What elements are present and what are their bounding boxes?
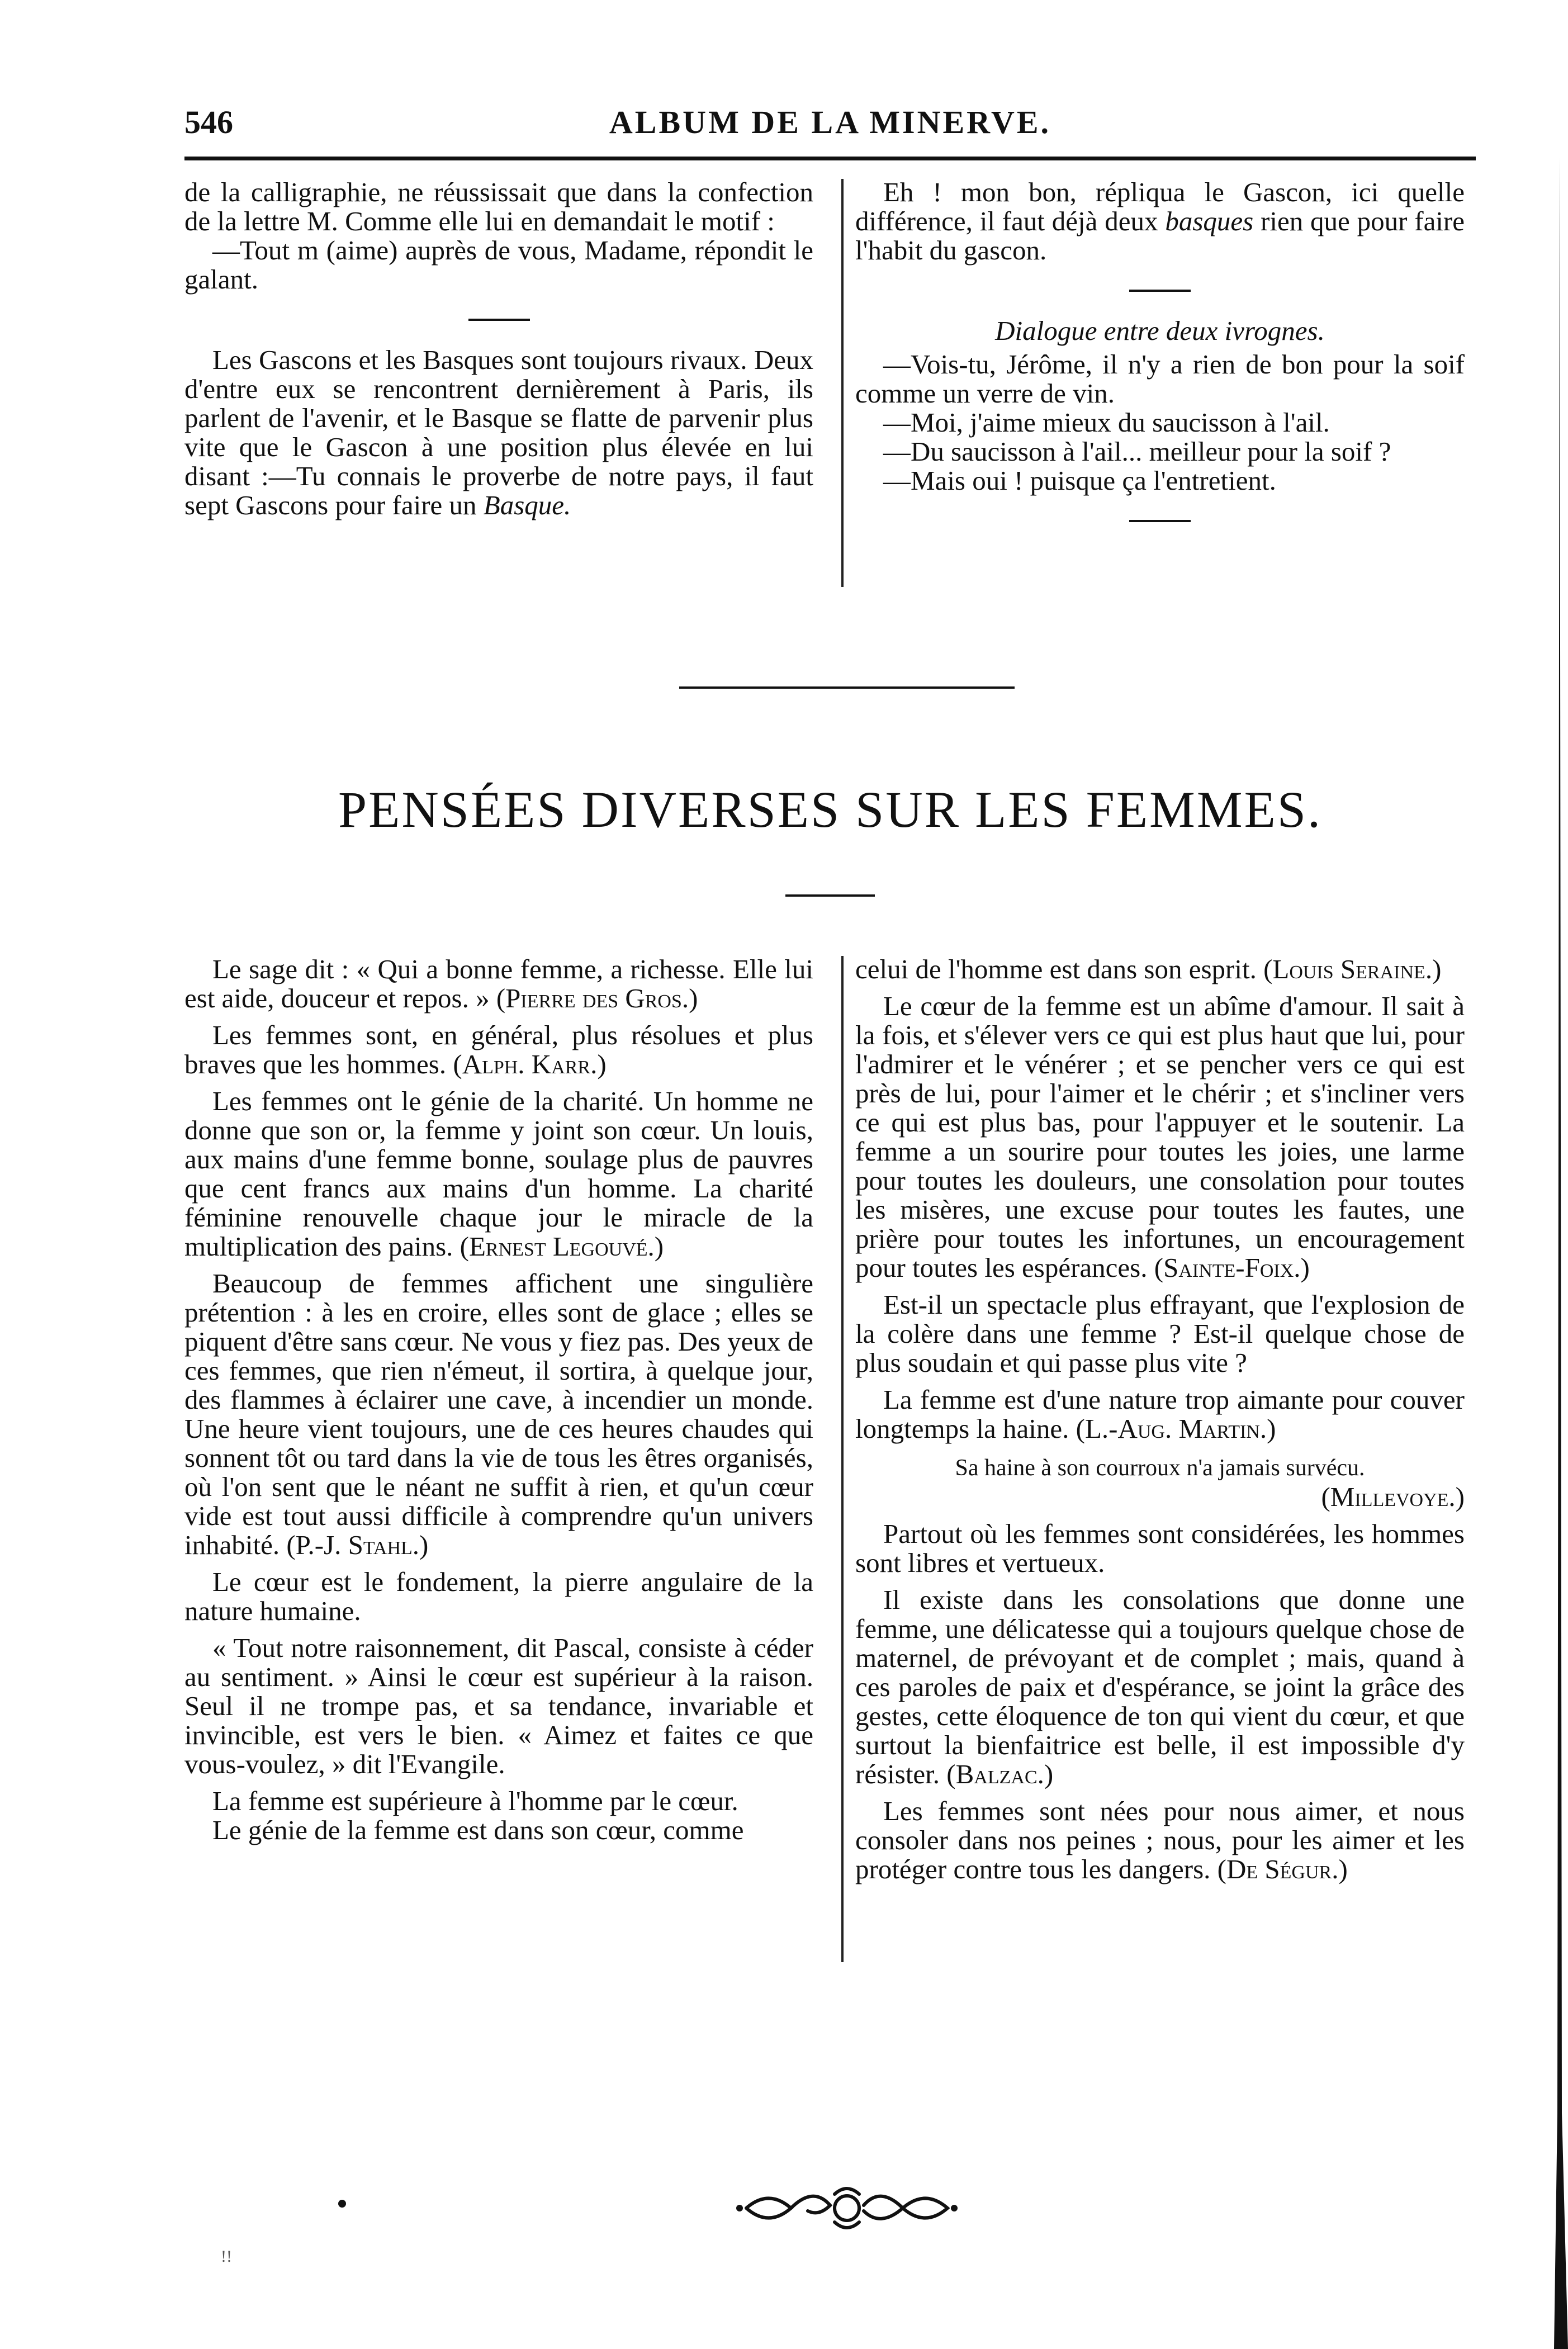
header-rule [184,157,1476,160]
ink-dot [338,2200,346,2208]
footer-mark: !! [221,2247,232,2266]
top-left-column [184,178,813,520]
verse-author: (Millevoye.) [1321,1481,1465,1512]
dialogue-line: —Vois-tu, Jérôme, il n'y a rien de bon pour la soif comme un verre de vin. [855,349,1465,409]
author-name: Ernest Legouvé [468,1231,648,1262]
paragraph-tout-m: —Tout m (aime) auprès de vous, Madame, répondit le galant. [184,235,813,295]
word-basque: Basque. [483,490,571,520]
dialogue-line: —Mais oui ! puisque ça l'entretient. [883,465,1276,496]
thought-paragraph: Le cœur est le fondement, la pierre angulaire de la nature humaine. [184,1566,813,1626]
thought-paragraph: La femme est supérieure à l'homme par le cœur. [212,1786,738,1816]
dialogue-line: —Du saucisson à l'ail... meilleur pour la soif ? [883,436,1391,467]
section-rule-top [679,686,1015,689]
word-basques: basques [1165,206,1254,236]
section-title: PENSÉES DIVERSES SUR LES FEMMES. [338,781,1322,838]
author-name: P.-J. Stahl [295,1529,413,1560]
paragraph-calligraphie: de la calligraphie, ne réussissait que dans la confection de la lettre M. Comme elle lui en demandait le motif : [184,177,813,236]
author-name: Alph. Karr [462,1049,591,1079]
thought-paragraph: La femme est d'une nature trop aimante pour couver longtemps la haine. (L.-Aug. Martin.) [855,1384,1465,1444]
author-name: Louis Seraine [1272,954,1425,984]
thought-paragraph: Les femmes sont, en général, plus résolues et plus braves que les hommes. (Alph. Karr.) [184,1020,813,1079]
thought-paragraph: celui de l'homme est dans son esprit. (Louis Seraine.) [855,954,1442,984]
dialogue-title: Dialogue entre deux ivrognes. [995,315,1325,346]
author-name: Pierre des Gros [505,983,682,1014]
author-name: De Ségur [1226,1854,1332,1884]
thought-paragraph: Est-il un spectacle plus effrayant, que l'explosion de la colère dans une femme ? Est-il quelque chose de plus soudain et qui passe plus vite ? [855,1289,1465,1378]
running-title: ALBUM DE LA MINERVE. [609,104,1051,140]
thought-paragraph: Le sage dit : « Qui a bonne femme, a richesse. Elle lui est aide, douceur et repos. » (Pierre des Gros.) [184,954,813,1014]
separator-rule [1129,520,1191,522]
author-name: Balzac [955,1759,1038,1789]
thought-paragraph: Le génie de la femme est dans son cœur, comme [212,1815,744,1845]
column-divider-top [841,179,844,587]
thought-paragraph: Partout où les femmes sont considérées, les hommes sont libres et vertueux. [855,1518,1465,1578]
separator-rule [468,319,530,321]
thought-paragraph: Le cœur de la femme est un abîme d'amour. Il sait à la fois, et s'élever vers ce qui est plus haut que lui, pour l'admirer et le vénérer ; et se pencher vers ce qui est près de lui, pour l'aimer et le chérir ; et s'incliner vers ce qui est plus bas, pour l'appuyer et le soutenir. La femme a un sourire pour toutes les joies, une larme pour toutes les douleurs, une consolation pour toutes les misères, une excuse pour toutes les fautes, une prière pour toutes les infortunes, un encouragement pour toutes les espérances. (Sainte-Foix.) [855,991,1465,1283]
body-right-column [855,955,1465,1884]
paragraph-gascons-basques: Les Gascons et les Basques sont toujours rivaux. Deux d'entre eux se rencontrent dernièrement à Paris, ils parlent de l'avenir, et le Basque se flatte de parvenir plus vite que le Gascon à une position plus élevée en lui disant :—Tu connais le proverbe de notre pays, il faut sept Gascons pour faire un Basque. [184,344,813,520]
dialogue-line: —Moi, j'aime mieux du saucisson à l'ail. [883,407,1330,438]
page-header [184,103,1476,143]
separator-rule [1129,290,1191,292]
thought-paragraph: « Tout notre raisonnement, dit Pascal, consiste à céder au sentiment. » Ainsi le cœur est supérieur à la raison. Seul il ne trompe pas, et sa tendance, invariable et invincible, est vers le bien. « Aimez et faites ce que vous-voulez, » dit l'Evangile. [184,1632,813,1779]
ornament-fleuron [735,2183,959,2233]
paragraph-gascon-reply: Eh ! mon bon, répliqua le Gascon, ici quelle différence, il faut déjà deux basques rien que pour faire l'habit du gascon. [855,177,1465,266]
author-name: Sainte-Foix [1163,1252,1294,1283]
thought-paragraph: Les femmes sont nées pour nous aimer, et nous consoler dans nos peines ; nous, pour les aimer et les protéger contre tous les dangers. (De Ségur.) [855,1796,1465,1884]
page-edge-shadow [1537,157,1568,2349]
page-number: 546 [184,104,233,140]
section-rule-bottom [785,894,875,897]
thought-paragraph: Beaucoup de femmes affichent une singulière prétention : à les en croire, elles sont de glace ; elles se piquent d'être sans cœur. Ne vous y fiez pas. Des yeux de ces femmes, que rien n'émeut, il sortira, à quelque jour, des flammes à éclairer une cave, à incendier un monde. Une heure vient toujours, une de ces heures chaudes qui sonnent tôt ou tard dans la vie de tous les êtres organisés, où l'on sent que le néant ne suffit à rien, et qu'un cœur vide est tout aussi difficile à comprendre qu'un univers inhabité. (P.-J. Stahl.) [184,1268,813,1560]
column-divider-body [841,956,844,1962]
top-right-column [855,178,1465,547]
thought-paragraph: Il existe dans les consolations que donne une femme, une délicatesse qui a toujours quelque chose de maternel, de prévoyant et de complet ; mais, quand à ces paroles de paix et d'espérance, se joint la grâce des gestes, cette éloquence de ton qui vient du cœur, et que surtout la bienfaitrice est belle, il est impossible d'y résister. (Balzac.) [855,1584,1465,1789]
body-left-column [184,955,813,1845]
thought-paragraph: Les femmes ont le génie de la charité. Un homme ne donne que son or, la femme y joint son cœur. Un louis, aux mains d'une femme bonne, soulage plus de pauvres que cent francs aux mains d'un homme. La charité féminine renouvelle chaque jour le miracle de la multiplication des pains. (Ernest Legouvé.) [184,1086,813,1262]
verse-line: Sa haine à son courroux n'a jamais survécu. [955,1455,1365,1481]
author-name: L.-Aug. Martin [1084,1413,1260,1444]
